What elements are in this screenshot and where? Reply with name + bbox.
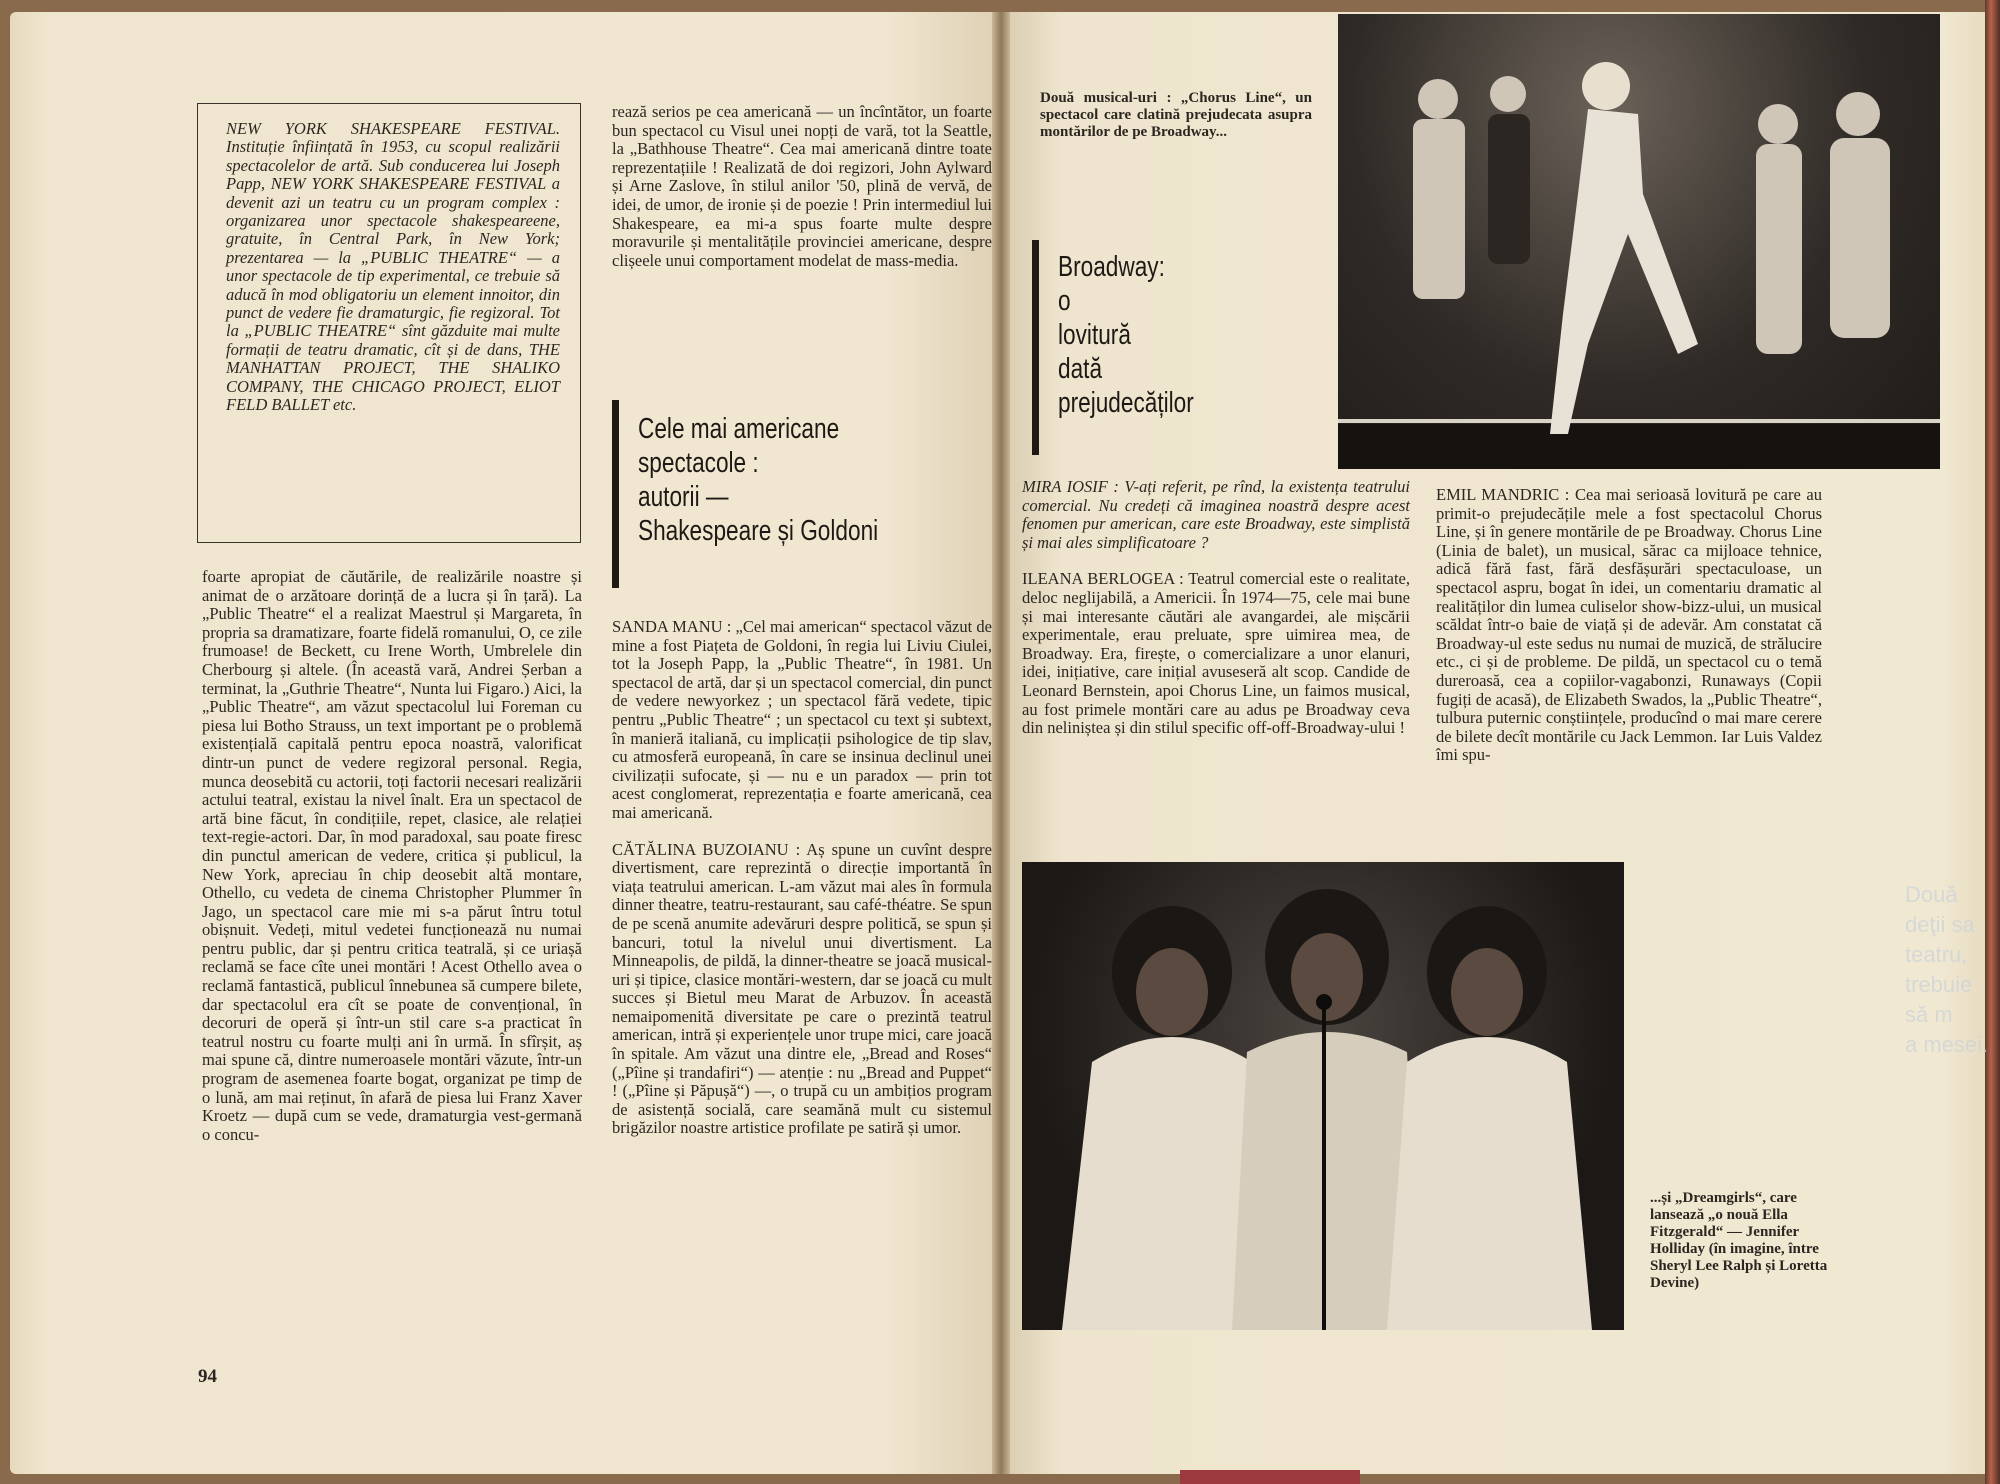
right-headline-line: lovitură [1058,319,1131,351]
right-headline-line: prejudecăților [1058,387,1194,419]
left-column-1-text: foarte apropiat de căutările, de realizările noastre și animat de o arzătoare dorință de a lucra și în țară). La „Public Theatre“ el a realizat Maestrul și Margareta, în propria sa dramatizare, foarte fidelă romanului, O, ce zile frumoase! de Beckett, cu Irene Worth, Umbrelele din Cherbourg și altele. (În această vară, Andrei Șerban a terminat, la „Guthrie Theatre“, Nunta lui Figaro.) Aici, la „Public Theatre“, am văzut spectacolul lui Foreman cu piesa lui Botho Strauss, un text important pe o problemă existențială capitală pentru epoca noastră, valorificat dintr-un punct de vedere regizoral personal. Regia, munca deosebită cu actorii, toți factorii necesari realizării actului teatral, existau la nivel înalt. Era un spectacol de artă bine făcut, în condițiile, repet, clasice, ale relației text-regie-actori. Dar, în mod paradoxal, sau poate firesc din punctul american de vedere, critica și publicul, la New York, apreciau în chip deosebit altă montare, Othello, cu vedeta de cinema Christopher Plummer în Jago, un spectacol care mie mi s-a părut întru totul obișnuit. Vedeți, mitul vedetei funcționează nu numai pentru public, dar și pentru critica teatrală, și ce uriașă reclamă se face cîte unei montări ! Acest Othello avea o reclamă fantastică, publicul înnebunea să cumpere bilete, dar spectacolul era cît se poate de convențional, în decoruri de operă și într-un stil care s-a practicat în teatrul nostru cu foarte mulți ani în urmă. În sfîrșit, aș mai spune că, dintre numeroasele montări văzute, într-un program de asemenea foarte bogat, organizat pe timp de o lună, am mai reținut, în afară de piesa lui Franz Xaver Kroetz — după cum se vede, dramaturgia vest-germană o concu- [202,567,582,1144]
sanda-manu-paragraph: SANDA MANU : „Cel mai american“ spectacol văzut de mine a fost Piațeta de Goldoni, în regia lui Liviu Ciulei, tot la Joseph Papp, la „Public Theatre“, în 1981. Un spectacol de artă, dar și un spectacol comercial, din punct de vedere newyorkez ; un spectacol fără vedete, tipic pentru „Public Theatre“ ; un spectacol cu text și subtext, în manieră italiană, cu implicații psihologice de tip slav, cu atmosferă europeană, în care se insinua declinul unei civilizații sufocate, și — nu e un paradox — prin tot acest conglomerat, reprezentația e foarte americană, cea mai americană. [612,617,992,822]
left-column-2-top [612,103,992,270]
page-number: 94 [198,1366,217,1387]
right-column-1 [1022,478,1410,738]
catalina-buzoianu-paragraph: CĂTĂLINA BUZOIANU : Aș spune un cuvînt despre divertisment, care reprezintă o direcție importantă în viața teatrului american. L-am văzut mai ales în formula dinner theatre, teatru-restaurant, sau café-théatre. Se spun de pe scenă anumite adevăruri despre politică, se spun și bancuri, totul la nivelul unui divertisment. La Minneapolis, de pildă, la dinner-theatre se joacă musical-uri și tipice, clasice montări-western, dar se joacă cu mult succes și Bietul meu Marat de Arbuzov. În această nemaipomenită diversitate pe care o prezintă teatrul american, intră și experiențele unor trupe mici, care joacă în spitale. Am văzut una dintre ele, „Bread and Roses“ („Pîine și trandafiri“) — atenție : nu „Bread and Puppet“ ! („Pîine și Păpușă“) —, o trupă cu un ambițios program de asistență socială, care seamănă mult cu sistemul brigăzilor noastre artistice profilate pe satiră și umor. [612,839,992,1138]
headline-bar-left [612,400,619,588]
left-headline-line: autorii — [638,481,729,513]
show-through-line: teatru, [1905,942,1968,967]
left-headline [638,412,966,548]
left-column-1 [202,568,582,1144]
sidebar-box-text: NEW YORK SHAKESPEARE FESTIVAL. Instituție înființată în 1953, cu scopul realizării spectacolelor de artă. Sub conducerea lui Joseph Papp, NEW YORK SHAKESPEARE FESTIVAL a devenit azi un teatru cu un program complex : organizarea unor spectacole shakespeareene, gratuite, în Central Park, în New York; prezentarea — la „PUBLIC THEATRE“ — a unor spectacole de tip experimental, ce trebuie să aducă în mod obligatoriu un element innoitor, din punct de vedere fie dramaturgic, fie regizoral. Tot la „PUBLIC THEATRE“ sînt găzduite mai multe formații de teatru dramatic, cît și de dans, THE MANHATTAN PROJECT, THE SHALIKO COMPANY, THE CHICAGO PROJECT, ELIOT FELD BALLET etc. [226,119,560,415]
right-headline-line: Broadway: [1058,251,1165,283]
photo-caption-bottom: ...și „Dreamgirls“, care lansează „o nouă Ella Fitzgerald“ — Jennifer Holliday (în imagine, între Sheryl Lee Ralph și Loretta Devine) [1650,1190,1828,1291]
bookmark-ribbon [1180,1470,1360,1484]
left-headline-line: Cele mai americane [638,413,840,445]
photo-caption-top: Două musical-uri : „Chorus Line“, un spectacol care clatină prejudecata asupra montărilor de pe Broadway... [1040,90,1312,140]
show-through-text [1905,880,2000,1060]
right-headline-line: dată [1058,353,1103,385]
show-through-line: Două deţii sa [1905,882,1975,937]
headline-bar-right [1032,240,1039,455]
left-headline-line: Shakespeare și Goldoni [638,515,879,547]
binding-edge [1985,0,2000,1484]
show-through-line: a mesei. [1905,1032,1989,1057]
dreamgirls-image [1022,862,1624,1330]
left-column-2-top-text: rează serios pe cea americană — un încîntător, un foarte bun spectacol cu Visul unei nopți de vară, tot la Seattle, la „Bathhouse Theatre“. Cea mai americană dintre toate reprezentațiile ! Realizată de doi regizori, John Aylward și Arne Zaslove, în stilul anilor '50, plină de vervă, de idei, de umor, de ironie și de poezie ! Prin intermediul lui Shakespeare, ea mi-a spus foarte multe despre moravurile și mentalitățile provinciei americane, despre clișeele unui comportament modelat de mass-media. [612,102,992,270]
emil-mandric-paragraph: EMIL MANDRIC : Cea mai serioasă lovitură pe care au primit-o prejudecățile mele a fost spectacolul Chorus Line, și în genere montările de pe Broadway. Chorus Line (Linia de balet), un musical, sărac ca mijloace tehnice, adică fără fast, fără desfășurări spectaculoase, un spectacol aspru, bogat în idei, un comentariu dramatic al realităților din lumea culiselor show-bizz-ului, un musical scăldat într-o baie de viață și de adevăr. Am constatat că Broadway-ul este sedus nu numai de muzică, de strălucire etc., ci și de probleme. De pildă, un spectacol cu o temă dureroasă, cea a copiilor-vagabonzi, Runaways (Copii fugiți de acasă), de Elizabeth Swados, la „Public Theatre“, tulbura puternic conștiințele, producînd o mai mare cerere de bilete decît montările cu Jack Lemmon. Iar Luis Valdez îmi spu- [1436,485,1822,765]
right-headline-line: o [1058,285,1071,317]
mira-iosif-question: MIRA IOSIF : V-ați referit, pe rînd, la existența teatrului comercial. Nu credeți că imaginea noastră despre acest fenomen pur american, care este Broadway, este simplistă și mai ales simplificatoare ? [1022,477,1410,552]
sidebar-box [197,103,581,543]
book-gutter [992,12,1010,1474]
ileana-berlogea-paragraph: ILEANA BERLOGEA : Teatrul comercial este o realitate, deloc neglijabilă, a Americii. În 1974—75, cele mai bune și mai interesante căutări ale avangardei, ale mișcării experimentale, erau preluate, spre uimirea mea, de Broadway. Era, firește, o comercializare a unor elanuri, idei, inițiative, care inițial avuseseră alt scop. Candide de Leonard Bernstein, apoi Chorus Line, un faimos musical, au fost primele montări care au adus pe Broadway ceva din neliniștea și din stilul specific off-off-Broadway-ului ! [1022,569,1410,738]
right-headline [1058,250,1339,420]
chorus-line-photo [1338,14,1940,469]
left-headline-line: spectacole : [638,447,759,479]
chorus-line-image [1338,14,1940,469]
show-through-line: trebuie să m [1905,972,1973,1027]
dreamgirls-photo [1022,862,1624,1330]
right-column-2 [1436,486,1822,765]
left-column-2-bottom [612,618,992,1138]
